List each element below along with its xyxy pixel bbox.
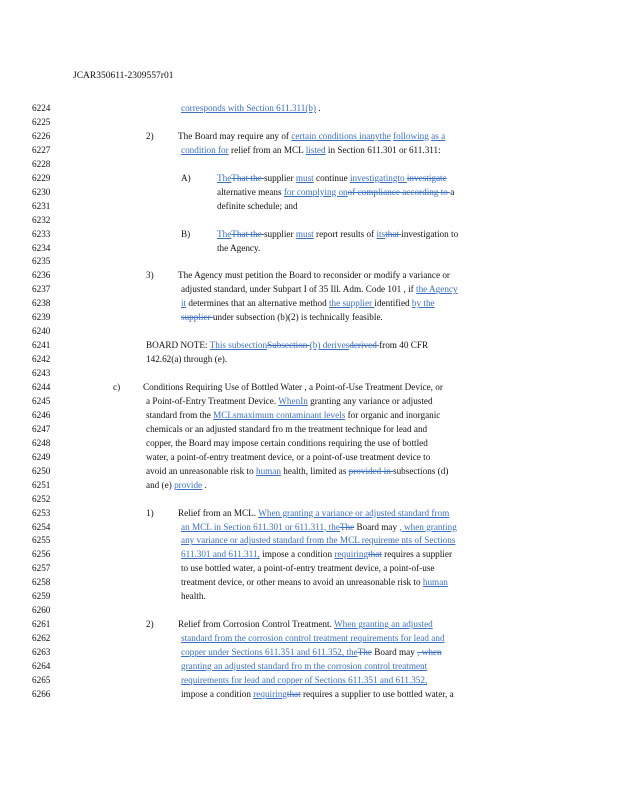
- line-number: 6239: [32, 312, 51, 323]
- body-text: standard from the: [146, 409, 214, 420]
- deleted-text: That the: [231, 228, 264, 239]
- line-number: 6259: [32, 591, 51, 602]
- body-text: a Point-of-Entry Treatment Device.: [146, 395, 279, 406]
- body-text: Conditions Requiring Use of Bottled Water , a Point-of-Use Treatment Device, or: [143, 382, 443, 392]
- deleted-text: , when: [417, 647, 442, 658]
- text-line: [217, 229, 458, 240]
- line-number: 6253: [32, 507, 51, 518]
- body-text: report results of: [313, 228, 377, 239]
- deleted-text: Subsection: [267, 340, 310, 351]
- line-number: 6227: [32, 144, 51, 155]
- text-line: [181, 633, 445, 644]
- body-text: c): [113, 382, 121, 392]
- text-line: [146, 480, 207, 491]
- body-text: avoid an unreasonable risk to: [146, 465, 256, 476]
- body-text: BOARD NOTE:: [146, 340, 210, 351]
- body-text: requires a supplier to use bottled water, a: [300, 688, 454, 699]
- text-line: [181, 661, 427, 672]
- text-line: [143, 382, 443, 393]
- body-text: and (e): [146, 479, 175, 490]
- inserted-text: the Agency: [416, 284, 458, 295]
- inserted-text: condition for: [181, 144, 229, 155]
- body-text: impose a condition: [181, 688, 254, 699]
- inserted-text: human: [422, 577, 448, 588]
- deleted-text: The: [357, 647, 372, 658]
- line-number: 6224: [32, 103, 51, 113]
- body-text: 3): [146, 270, 154, 281]
- line-number: 6243: [32, 368, 51, 379]
- inserted-text: its: [376, 228, 386, 239]
- body-text: A): [181, 172, 191, 183]
- text-line: [146, 508, 154, 519]
- body-text: 2): [146, 130, 154, 141]
- deleted-text: investigate: [406, 172, 447, 183]
- body-text: The Board may require any of: [178, 130, 292, 141]
- line-number: 6262: [32, 633, 51, 644]
- inserted-text: granting an adjusted standard fro m the corrosion control treatment: [181, 661, 428, 671]
- inserted-text: (b) derives: [309, 340, 350, 351]
- text-line: [181, 284, 458, 295]
- inserted-text: , when granting: [399, 521, 457, 532]
- inserted-text: human: [255, 465, 281, 476]
- text-line: [181, 549, 452, 560]
- text-line: [178, 619, 433, 630]
- text-line: [181, 675, 427, 686]
- line-number: 6244: [32, 382, 51, 392]
- line-number: 6240: [32, 326, 51, 337]
- body-text: Board may: [354, 521, 400, 532]
- body-text: determines that an alternative method: [186, 298, 329, 309]
- inserted-text: The: [217, 228, 232, 239]
- text-line: [181, 229, 190, 240]
- inserted-text: the supplier: [328, 298, 375, 309]
- inserted-text: When granting a variance or adjusted standard from: [258, 507, 450, 518]
- line-number: 6246: [32, 409, 51, 420]
- line-number: 6233: [32, 228, 51, 239]
- text-line: [181, 298, 435, 309]
- line-number: 6235: [32, 256, 51, 267]
- deleted-text: That the: [231, 172, 264, 183]
- inserted-text: as a: [431, 130, 446, 141]
- inserted-text: by the: [411, 298, 435, 309]
- line-number: 6249: [32, 451, 51, 462]
- body-text: definite schedule; and: [217, 200, 298, 211]
- text-line: [181, 145, 441, 156]
- body-text: copper, the Board may impose certain conditions requiring the use of bottled: [146, 437, 428, 448]
- line-number: 6226: [32, 130, 51, 141]
- inserted-text: requiring: [253, 688, 287, 699]
- deleted-text: provided in: [348, 465, 394, 476]
- text-line: [113, 382, 120, 393]
- inserted-text: 611.301 and 611.311,: [181, 549, 260, 560]
- body-text: water, a point-of-entry treatment device, or a point-of-use treatment device to: [146, 451, 431, 462]
- deleted-text: that: [286, 688, 301, 699]
- deleted-text: that: [368, 549, 382, 560]
- text-line: [181, 535, 455, 546]
- body-text: requires a supplier: [381, 549, 453, 560]
- inserted-text: following: [393, 130, 429, 141]
- body-text: adjusted standard, under Subpart I of 35 Ill. Adm. Code 101 , if: [181, 284, 417, 295]
- body-text: .: [202, 479, 207, 490]
- text-line: [146, 131, 154, 142]
- body-text: supplier: [263, 228, 296, 239]
- deleted-text: of compliance according to: [347, 186, 451, 197]
- text-line: [181, 563, 434, 574]
- body-text: a: [450, 186, 455, 197]
- deleted-text: supplier: [181, 312, 213, 323]
- inserted-text: for complying on: [283, 186, 348, 197]
- body-text: relief from an MCL: [228, 144, 306, 155]
- line-number: 6237: [32, 284, 51, 295]
- text-line: [181, 312, 383, 323]
- text-line: [217, 187, 454, 198]
- body-text: Relief from an MCL.: [178, 507, 259, 518]
- body-text: impose a condition: [259, 549, 335, 560]
- text-line: [181, 522, 457, 533]
- text-line: [178, 270, 450, 281]
- body-text: The Agency must petition the Board to reconsider or modify a variance or: [178, 270, 450, 281]
- text-line: [181, 103, 321, 114]
- inserted-text: anythe: [366, 130, 391, 141]
- inserted-text: standard from the corrosion control treatment requirements for lead and: [181, 633, 445, 644]
- inserted-text: listed: [305, 144, 326, 155]
- inserted-text: This subsection: [209, 340, 268, 351]
- text-line: [146, 424, 427, 435]
- inserted-text: corresponds with Section 611.311(b): [181, 103, 317, 113]
- body-text: chemicals or an adjusted standard fro m the treatment technique for lead and: [146, 423, 428, 434]
- line-number: 6228: [32, 158, 51, 169]
- text-line: [146, 410, 440, 421]
- inserted-text: must: [295, 172, 314, 183]
- text-line: [181, 689, 454, 700]
- body-text: 2): [146, 619, 154, 630]
- line-number: 6238: [32, 298, 51, 309]
- line-number: 6247: [32, 423, 51, 434]
- text-line: [178, 508, 449, 519]
- line-number: 6229: [32, 172, 51, 183]
- body-text: to use bottled water, a point-of-entry treatment device, a point-of-use: [181, 563, 435, 574]
- inserted-text: any variance or adjusted standard from the MCL requireme nts of Sections: [181, 535, 456, 546]
- deleted-text: derived: [349, 340, 380, 351]
- text-line: [181, 591, 206, 602]
- body-text: identified: [374, 298, 412, 309]
- line-number: 6248: [32, 437, 51, 448]
- text-line: [217, 201, 298, 212]
- body-text: for organic and inorganic: [345, 409, 441, 420]
- text-line: [146, 354, 227, 365]
- line-number: 6230: [32, 186, 51, 197]
- body-text: B): [181, 228, 191, 239]
- text-line: [146, 466, 448, 477]
- body-text: Board may: [371, 647, 418, 658]
- line-number: 6231: [32, 200, 51, 211]
- body-text: investigation to: [401, 228, 459, 239]
- text-line: [146, 452, 430, 463]
- line-number: 6257: [32, 563, 51, 574]
- body-text: 1): [146, 507, 154, 518]
- inserted-text: The: [217, 172, 232, 183]
- inserted-text: MCLs: [213, 409, 237, 420]
- line-number: 6255: [32, 535, 51, 546]
- body-text: supplier: [263, 172, 296, 183]
- line-number: 6232: [32, 214, 51, 225]
- inserted-text: In: [300, 395, 308, 406]
- line-number: 6245: [32, 395, 51, 406]
- line-number: 6260: [32, 605, 51, 616]
- body-text: treatment device, or other means to avoid an unreasonable risk to: [181, 577, 423, 588]
- body-text: the Agency.: [217, 242, 261, 253]
- body-text: health, limited as: [280, 465, 349, 476]
- text-line: [146, 340, 428, 351]
- body-text: in Section 611.301 or 611.311:: [325, 144, 441, 155]
- line-number: 6236: [32, 270, 51, 281]
- line-number: 6263: [32, 647, 51, 658]
- inserted-text: copper under Sections 611.351 and 611.352, the: [181, 647, 358, 658]
- text-line: [146, 396, 433, 407]
- text-line: [178, 131, 445, 142]
- line-number: 6258: [32, 577, 51, 588]
- line-number: 6265: [32, 674, 51, 685]
- line-number: 6252: [32, 493, 51, 504]
- line-number: 6234: [32, 242, 51, 253]
- text-line: [181, 173, 191, 184]
- line-number: 6256: [32, 549, 51, 560]
- line-number: 6266: [32, 688, 51, 699]
- inserted-text: an MCL in Section 611.301 or 611.311, the: [181, 521, 340, 532]
- inserted-text: requiring: [334, 549, 369, 560]
- inserted-text: When granting an adjusted: [334, 619, 433, 630]
- body-text: 142.62(a) through (e).: [146, 354, 228, 365]
- line-number: 6251: [32, 479, 51, 490]
- line-number: 6250: [32, 465, 51, 476]
- body-text: continue: [313, 172, 350, 183]
- text-line: [146, 270, 154, 281]
- body-text: granting any variance or adjusted: [307, 395, 433, 406]
- body-text: alternative means: [217, 186, 284, 197]
- line-number: 6242: [32, 354, 51, 365]
- document-id-header: JCAR350611-2309557r01: [73, 71, 174, 81]
- inserted-text: When: [278, 395, 301, 406]
- inserted-text: certain conditions in: [291, 130, 367, 141]
- body-text: .: [316, 103, 321, 113]
- text-line: [146, 438, 428, 449]
- inserted-text: requirements for lead and copper of Sections 611.351 and 611.352,: [181, 674, 428, 685]
- deleted-text: that: [385, 228, 402, 239]
- inserted-text: investigatingto: [349, 172, 407, 183]
- deleted-text: The: [339, 521, 355, 532]
- text-line: [217, 243, 260, 254]
- line-number: 6241: [32, 340, 51, 351]
- text-line: [146, 619, 154, 630]
- line-number: 6225: [32, 116, 51, 127]
- body-text: health.: [181, 591, 206, 602]
- line-number: 6261: [32, 619, 51, 630]
- body-text: subsections (d): [393, 465, 449, 476]
- text-line: [217, 173, 447, 184]
- text-line: [181, 647, 442, 658]
- body-text: under subsection (b)(2) is technically feasible.: [212, 312, 383, 323]
- inserted-text: maximum contaminant levels: [236, 409, 346, 420]
- line-number: 6264: [32, 661, 51, 671]
- text-line: [181, 577, 448, 588]
- body-text: Relief from Corrosion Control Treatment.: [178, 619, 335, 630]
- inserted-text: must: [295, 228, 314, 239]
- inserted-text: it: [181, 298, 187, 309]
- body-text: from 40 CFR: [379, 340, 429, 351]
- inserted-text: provide: [174, 479, 203, 490]
- line-number: 6254: [32, 521, 51, 532]
